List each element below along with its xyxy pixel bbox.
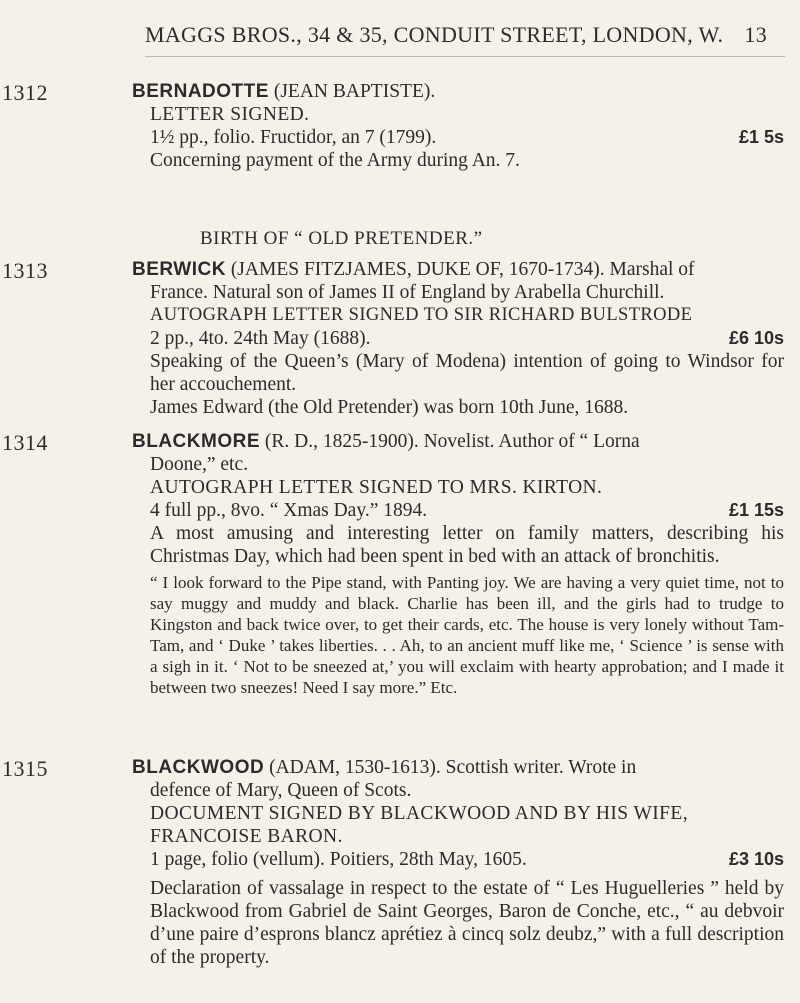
page-number: 13 (744, 22, 767, 47)
lot-number: 1312 (2, 80, 48, 105)
lot-number: 1315 (2, 756, 48, 781)
lot-quotation: “ I look forward to the Pipe stand, with Panting joy. We are having a very quiet time, not to say muggy and muddy and black. Charlie has been ill, and the girls had to trudge to Kingston and back twice over, to get their cards, etc. The house is very lonely without Tam-Tam, and ‘ Duke ’ takes liberties. . . Ah, to an ancient muff like me, ‘ Science ’ is sense with a sigh in it. ‘ Not to be sneezed at,’ you will exclaim with hearty approbation; and I made it between two sneezes! Need I say more.” Etc. (150, 573, 784, 697)
lot-price: £6 10s (728, 328, 784, 348)
lot-price: £1 15s (728, 500, 784, 520)
lot-name-line2: Doone,” etc. (150, 454, 248, 475)
lot-type: AUTOGRAPH LETTER SIGNED TO SIR RICHARD BULSTRODE (150, 305, 693, 325)
lot-format: 1 page, folio (vellum). Poitiers, 28th May, 1605. (150, 849, 527, 870)
lot-format: 2 pp., 4to. 24th May (1688). (150, 328, 371, 349)
lot-format: 4 full pp., 8vo. “ Xmas Day.” 1894. (150, 500, 428, 521)
lot-type: LETTER SIGNED. (150, 104, 310, 125)
lot-name-line2: France. Natural son of James II of England by Arabella Churchill. (150, 282, 665, 303)
lot-name: BERWICK (132, 259, 226, 280)
lot-name-line2: defence of Mary, Queen of Scots. (150, 780, 412, 801)
lot-name: BERNADOTTE (132, 81, 269, 102)
lot-name-detail: (ADAM, 1530-1613). Scottish writer. Wrote in (264, 757, 637, 778)
lot-description: Declaration of vassalage in respect to the estate of “ Les Huguelleries ” held by Blackwood from Gabriel de Saint Georges, Baron de Conche, etc., “ au debvoir d’une paire d’esprons blancz aprétiez à cincq solz deubz,” with a full description of the property. (150, 878, 784, 968)
lot-description: Concerning payment of the Army during An. 7. (150, 150, 520, 171)
header-rule (145, 56, 785, 57)
lot-format: 1½ pp., folio. Fructidor, an 7 (1799). (150, 127, 437, 148)
page-header (145, 22, 785, 48)
lot-type: DOCUMENT SIGNED BY BLACKWOOD AND BY HIS WIFE, FRANCOISE BARON. (150, 803, 689, 847)
lot-description: A most amusing and interesting letter on family matters, describing his Christmas Day, which had been spent in bed with an attack of bronchitis. (150, 523, 784, 567)
header-text: MAGGS BROS., 34 & 35, CONDUIT STREET, LONDON, W. (145, 22, 724, 47)
lot-name-detail: (JEAN BAPTISTE). (268, 81, 436, 102)
lot-name: BLACKMORE (132, 431, 260, 452)
lot-type: AUTOGRAPH LETTER SIGNED TO MRS. KIRTON. (150, 477, 603, 498)
lot-number: 1314 (2, 430, 48, 455)
lot-description: Speaking of the Queen’s (Mary of Modena) intention of going to Windsor for her accouchement. (150, 351, 784, 395)
lot-description-2: James Edward (the Old Pretender) was born 10th June, 1688. (150, 397, 629, 418)
lot-name-detail: (JAMES FITZJAMES, DUKE OF, 1670-1734). Marshal of (225, 259, 695, 280)
lot-name-detail: (R. D., 1825-1900). Novelist. Author of “ Lorna (260, 431, 640, 452)
lot-subheading: BIRTH OF “ OLD PRETENDER.” (200, 228, 483, 249)
lot-price: £3 10s (728, 849, 784, 869)
lot-price: £1 5s (738, 127, 784, 147)
lot-number: 1313 (2, 258, 48, 283)
lot-name: BLACKWOOD (132, 757, 265, 778)
